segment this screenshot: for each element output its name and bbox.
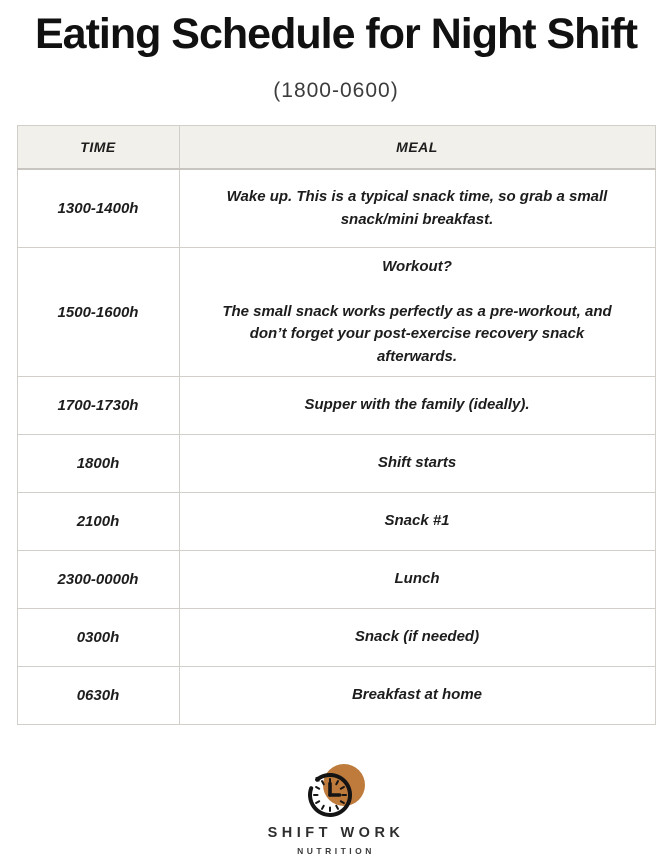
time-cell: 1500-1600h xyxy=(17,248,179,377)
time-cell: 2300-0000h xyxy=(17,551,179,609)
meal-text-top: Workout? xyxy=(382,258,452,275)
time-cell: 0300h xyxy=(17,609,179,667)
clock-cycle-icon xyxy=(286,759,386,823)
schedule-table xyxy=(17,125,656,725)
time-cell: 2100h xyxy=(17,493,179,551)
meal-cell: Snack #1 xyxy=(179,493,655,551)
time-cell: 0630h xyxy=(17,667,179,725)
brand-subname: NUTRITION xyxy=(297,846,375,856)
table-row xyxy=(17,493,655,551)
column-header-meal: MEAL xyxy=(179,126,655,170)
meal-text-bottom: The small snack works perfectly as a pre-workout, and don’t forget your post-exercise recovery snack afterwards. xyxy=(222,302,612,365)
page-subtitle: (1800-0600) xyxy=(273,79,399,102)
meal-cell: Supper with the family (ideally). xyxy=(179,377,655,435)
page-title: Eating Schedule for Night Shift xyxy=(34,10,638,58)
meal-cell: Shift starts xyxy=(179,435,655,493)
table-row xyxy=(17,667,655,725)
page xyxy=(0,10,672,856)
time-cell: 1800h xyxy=(17,435,179,493)
meal-cell xyxy=(179,248,655,377)
schedule-table-header xyxy=(17,126,655,170)
table-row xyxy=(17,609,655,667)
table-row xyxy=(17,169,655,248)
header-row xyxy=(17,126,655,170)
table-row xyxy=(17,248,655,377)
meal-cell: Wake up. This is a typical snack time, so grab a small snack/mini breakfast. xyxy=(179,169,655,248)
meal-cell: Breakfast at home xyxy=(179,667,655,725)
brand-logo xyxy=(0,759,672,856)
time-cell: 1700-1730h xyxy=(17,377,179,435)
brand-name: SHIFT WORK xyxy=(267,825,405,841)
table-row xyxy=(17,377,655,435)
meal-cell: Snack (if needed) xyxy=(179,609,655,667)
meal-cell: Lunch xyxy=(179,551,655,609)
column-header-time: TIME xyxy=(17,126,179,170)
time-cell: 1300-1400h xyxy=(17,169,179,248)
table-row xyxy=(17,551,655,609)
table-row xyxy=(17,435,655,493)
